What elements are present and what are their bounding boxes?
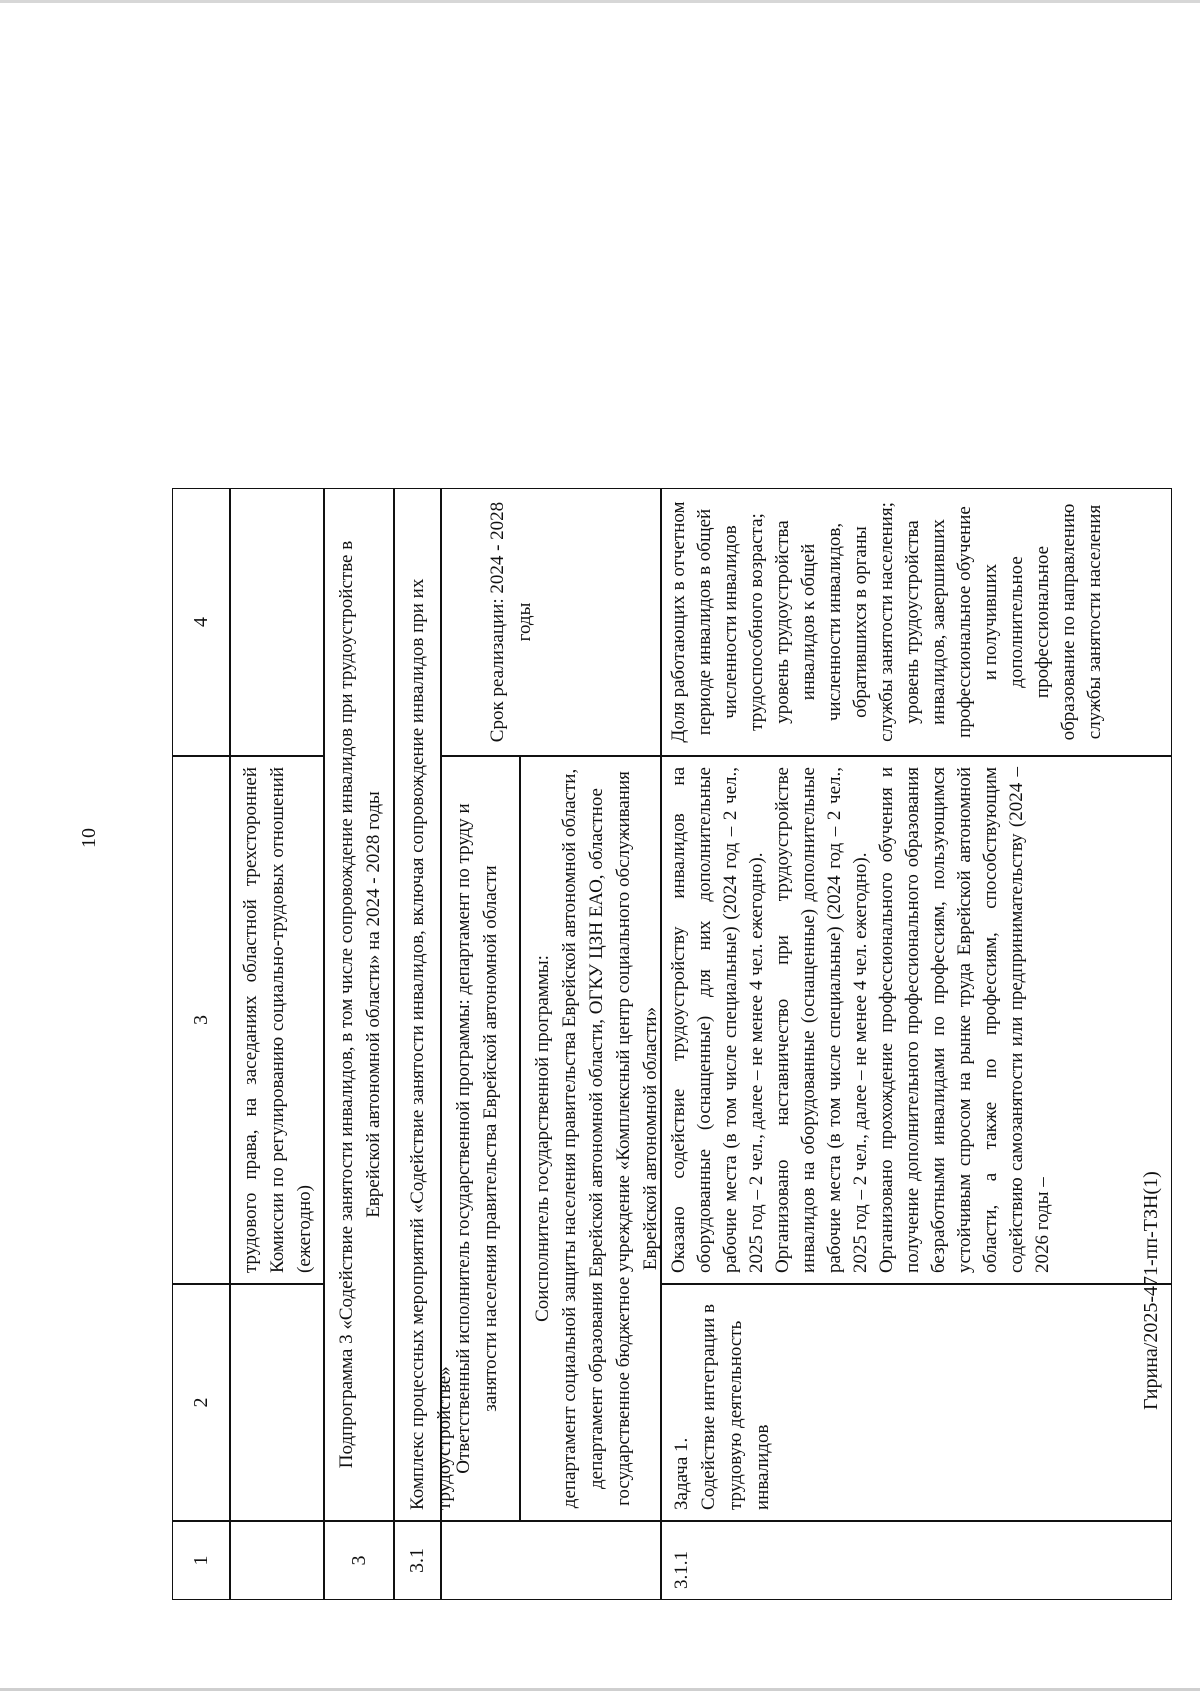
header-col-2: 2	[172, 1284, 230, 1521]
continuation-col-4	[230, 488, 324, 756]
task-label: Задача 1.	[671, 1437, 692, 1510]
continuation-col-1	[230, 1521, 324, 1600]
document-code: Гирина/2025-471-пп-ТЗН(1)	[1140, 1171, 1162, 1410]
program-table	[172, 100, 1172, 1600]
coexecutor-title: Соисполнитель государственной программы:	[532, 955, 553, 1322]
task-cell	[661, 1284, 1172, 1521]
continuation-col-2	[230, 1284, 324, 1521]
scan-edge-bottom	[0, 1688, 1200, 1691]
task-indicators: Доля работающих в отчетном периоде инвалидов в общей численности инвалидов трудоспособного возраста; уровень трудоустройства инвалидов к общей численности инвалидов, обратившихся в органы службы занятости населения; уровень трудоустройства инвалидов, завершивших профессиональное обучение и получивших дополнительное профессиональное образование по направлению службы занятости населения	[661, 488, 1172, 756]
complex-title: Комплекс процессных мероприятий «Содействие занятости инвалидов, включая сопровождение инвалидов при их трудоустройстве»	[394, 488, 441, 1521]
page-number: 10	[78, 828, 100, 848]
continuation-text: трудового права, на заседаниях областной трехсторонней Комиссии по регулированию социально-трудовых отношений (ежегодно)	[230, 756, 324, 1284]
coexecutor-text: департамент социальной защиты населения правительства Еврейской автономной области, департамент образования Еврейской автономной области, ОГКУ ЦЗН ЕАО, областное государственное бюджетное учреждение «Комплексный центр социального обслуживания Еврейской автономной области»	[559, 768, 661, 1509]
coexecutor-cell	[520, 756, 661, 1521]
responsible-col-1	[441, 1521, 661, 1600]
task-results	[661, 756, 1172, 1284]
scan-edge-top	[0, 0, 1200, 3]
subprogram-title: Подпрограмма 3 «Содействие занятости инвалидов, в том числе сопровождение инвалидов при трудоустройстве в Еврейской автономной области» на 2024 - 2028 годы	[324, 488, 394, 1521]
task-text: Содействие интеграции в трудовую деятельность инвалидов	[698, 1304, 773, 1510]
responsible-executor: Ответственный исполнитель государственной программы: департамент по труду и занятости населения правительства Еврейской автономной области	[441, 756, 520, 1521]
header-col-1: 1	[172, 1521, 230, 1600]
complex-number: 3.1	[394, 1521, 441, 1600]
task-number: 3.1.1	[661, 1521, 1172, 1600]
task-result-2: Организовано наставничество при трудоустройстве инвалидов на оборудованные (оснащенные) дополнительные рабочие места (в том числе специальные) (2024 год – 2 чел., 2025 год – 2 чел., далее – не менее 4 чел. ежегодно).	[772, 767, 871, 1273]
task-result-3: Организовано прохождение профессионального обучения и получение дополнительного профессионального образования безработными инвалидами по профессиям, пользующимся устойчивым спросом на рынке труда Еврейской автономной области, а также по профессиям, способствующим содействию самозанятости или предпринимательству (2024 – 2026 годы –	[876, 767, 1053, 1273]
implementation-term: Срок реализации: 2024 - 2028 годы	[441, 488, 661, 756]
header-col-4: 4	[172, 488, 230, 756]
header-col-3: 3	[172, 756, 230, 1284]
subprogram-number: 3	[324, 1521, 394, 1600]
task-result-1: Оказано содействие трудоустройству инвалидов на оборудованные (оснащенные) для них дополнительные рабочие места (в том числе специальные) (2024 год – 2 чел., 2025 год – 2 чел., далее – не менее 4 чел. ежегодно).	[668, 767, 767, 1273]
